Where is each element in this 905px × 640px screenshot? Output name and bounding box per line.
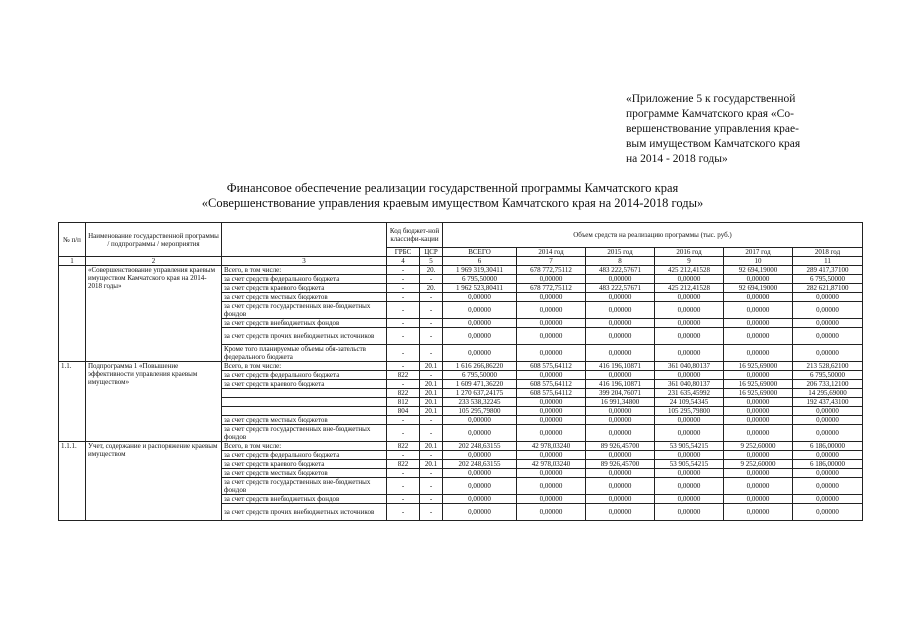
grbs-code: - xyxy=(387,380,420,389)
amount-cell: 0,00000 xyxy=(586,319,655,328)
amount-cell: 0,00000 xyxy=(793,293,863,302)
amount-cell: 0,00000 xyxy=(443,425,517,442)
csr-code: 20.1 xyxy=(420,380,443,389)
amount-cell: 6 795,50000 xyxy=(443,275,517,284)
grbs-code: 812 xyxy=(387,398,420,407)
funding-source: за счет средств местных бюджетов xyxy=(222,416,387,425)
grbs-code: - xyxy=(387,425,420,442)
amount-cell: 608 575,64112 xyxy=(517,389,586,398)
column-number-row xyxy=(59,257,863,266)
appendix-line: вым имуществом Камчатского края xyxy=(626,138,801,150)
amount-cell: 1 962 523,80411 xyxy=(443,284,517,293)
amount-cell: 9 252,60000 xyxy=(724,460,793,469)
amount-cell: 361 040,80137 xyxy=(655,362,724,371)
amount-cell: 0,00000 xyxy=(793,345,863,362)
col-number: 10 xyxy=(724,257,793,266)
amount-cell: 0,00000 xyxy=(793,478,863,495)
amount-cell: 0,00000 xyxy=(655,293,724,302)
amount-cell: 678 772,75112 xyxy=(517,284,586,293)
amount-cell: 0,00000 xyxy=(724,425,793,442)
amount-cell: 6 795,50000 xyxy=(793,275,863,284)
col-header-code: Код бюджет-ной классифи-кации xyxy=(387,223,443,248)
amount-cell: 9 252,60000 xyxy=(724,442,793,451)
appendix-line: «Приложение 5 к государственной xyxy=(626,93,796,105)
csr-code: - xyxy=(420,371,443,380)
item-number: 1.1. xyxy=(59,362,86,442)
amount-cell: 202 248,63155 xyxy=(443,442,517,451)
amount-cell: 0,00000 xyxy=(586,371,655,380)
amount-cell: 53 905,54215 xyxy=(655,442,724,451)
amount-cell: 1 616 266,86220 xyxy=(443,362,517,371)
csr-code: 20. xyxy=(420,266,443,275)
amount-cell: 105 295,79800 xyxy=(443,407,517,416)
amount-cell: 1 609 471,36220 xyxy=(443,380,517,389)
funding-source: за счет средств местных бюджетов xyxy=(222,293,387,302)
funding-source xyxy=(222,407,387,416)
table-body xyxy=(59,266,863,521)
csr-code: - xyxy=(420,328,443,345)
amount-cell: 0,00000 xyxy=(517,275,586,284)
amount-cell: 0,00000 xyxy=(724,275,793,284)
col-number: 7 xyxy=(517,257,586,266)
col-header-volume: Объем средств на реализацию программы (тыс. руб.) xyxy=(443,223,863,248)
amount-cell: 0,00000 xyxy=(793,504,863,521)
col-number: 2 xyxy=(86,257,222,266)
amount-cell: 0,00000 xyxy=(724,469,793,478)
amount-cell: 0,00000 xyxy=(655,416,724,425)
amount-cell: 0,00000 xyxy=(793,328,863,345)
col-number: 1 xyxy=(59,257,86,266)
amount-cell: 0,00000 xyxy=(586,469,655,478)
table-row xyxy=(59,442,863,451)
csr-code: 20.1 xyxy=(420,460,443,469)
amount-cell: 0,00000 xyxy=(443,469,517,478)
amount-cell: 0,00000 xyxy=(724,328,793,345)
amount-cell: 16 925,69000 xyxy=(724,362,793,371)
table-row xyxy=(59,362,863,371)
csr-code: - xyxy=(420,425,443,442)
amount-cell: 0,00000 xyxy=(655,319,724,328)
appendix-line: вершенствование управления крае- xyxy=(626,123,799,135)
title-line: «Совершенствование управления краевым имуществом Камчатского края на 2014-2018 годы» xyxy=(201,196,704,210)
amount-cell: 0,00000 xyxy=(655,345,724,362)
amount-cell: 0,00000 xyxy=(517,302,586,319)
amount-cell: 1 270 637,24175 xyxy=(443,389,517,398)
amount-cell: 0,00000 xyxy=(724,319,793,328)
amount-cell: 0,00000 xyxy=(655,504,724,521)
amount-cell: 0,00000 xyxy=(655,302,724,319)
table-row xyxy=(59,266,863,275)
amount-cell: 0,00000 xyxy=(517,495,586,504)
amount-cell: 89 926,45700 xyxy=(586,460,655,469)
col-number: 4 xyxy=(387,257,420,266)
csr-code: - xyxy=(420,478,443,495)
amount-cell: 608 575,64112 xyxy=(517,380,586,389)
amount-cell: 0,00000 xyxy=(586,504,655,521)
amount-cell: 0,00000 xyxy=(517,425,586,442)
title-line: Финансовое обеспечение реализации государственной программы Камчатского края xyxy=(226,181,679,195)
grbs-code: - xyxy=(387,345,420,362)
amount-cell: 0,00000 xyxy=(586,302,655,319)
amount-cell: 0,00000 xyxy=(793,302,863,319)
item-name: Подпрограмма 1 «Повышение эффективности управления краевым имуществом» xyxy=(86,362,222,442)
appendix-line: программе Камчатского края «Со- xyxy=(626,108,794,120)
amount-cell: 0,00000 xyxy=(793,469,863,478)
grbs-code: - xyxy=(387,478,420,495)
amount-cell: 483 222,57671 xyxy=(586,266,655,275)
amount-cell: 0,00000 xyxy=(586,416,655,425)
amount-cell: 0,00000 xyxy=(517,451,586,460)
amount-cell: 0,00000 xyxy=(724,302,793,319)
csr-code: - xyxy=(420,293,443,302)
col-number: 6 xyxy=(443,257,517,266)
funding-source: за счет средств государственных вне-бюджетных фондов xyxy=(222,302,387,319)
col-header-year: 2016 год xyxy=(655,248,724,257)
csr-code: - xyxy=(420,495,443,504)
grbs-code: - xyxy=(387,293,420,302)
amount-cell: 0,00000 xyxy=(586,495,655,504)
grbs-code: - xyxy=(387,328,420,345)
amount-cell: 6 795,50000 xyxy=(793,371,863,380)
amount-cell: 0,00000 xyxy=(655,495,724,504)
amount-cell: 16 925,69000 xyxy=(724,389,793,398)
amount-cell: 16 991,34800 xyxy=(586,398,655,407)
amount-cell: 0,00000 xyxy=(586,328,655,345)
funding-source: за счет средств федерального бюджета xyxy=(222,371,387,380)
csr-code: - xyxy=(420,416,443,425)
amount-cell: 14 295,69000 xyxy=(793,389,863,398)
amount-cell: 0,00000 xyxy=(517,478,586,495)
amount-cell: 289 417,37100 xyxy=(793,266,863,275)
grbs-code: - xyxy=(387,275,420,284)
csr-code: - xyxy=(420,302,443,319)
funding-source xyxy=(222,398,387,407)
amount-cell: 92 694,19000 xyxy=(724,266,793,275)
funding-source: Всего, в том числе: xyxy=(222,362,387,371)
funding-source xyxy=(222,389,387,398)
grbs-code: - xyxy=(387,504,420,521)
amount-cell: 0,00000 xyxy=(443,451,517,460)
amount-cell: 0,00000 xyxy=(724,293,793,302)
amount-cell: 213 528,62100 xyxy=(793,362,863,371)
item-number xyxy=(59,266,86,362)
amount-cell: 483 222,57671 xyxy=(586,284,655,293)
amount-cell: 0,00000 xyxy=(517,328,586,345)
grbs-code: - xyxy=(387,451,420,460)
amount-cell: 0,00000 xyxy=(586,293,655,302)
col-header-name: Наименование государственной программы / подпрограммы / мероприятия xyxy=(86,223,222,257)
finance-table xyxy=(58,222,863,521)
grbs-code: - xyxy=(387,302,420,319)
csr-code: - xyxy=(420,345,443,362)
col-number: 8 xyxy=(586,257,655,266)
col-header-year: 2014 год xyxy=(517,248,586,257)
amount-cell: 0,00000 xyxy=(443,293,517,302)
csr-code: - xyxy=(420,469,443,478)
item-name: Учет, содержание и распоряжение краевым имуществом xyxy=(86,442,222,521)
amount-cell: 0,00000 xyxy=(724,345,793,362)
amount-cell: 0,00000 xyxy=(724,416,793,425)
amount-cell: 0,00000 xyxy=(517,345,586,362)
funding-source: за счет средств прочих внебюджетных источников xyxy=(222,328,387,345)
csr-code: - xyxy=(420,451,443,460)
amount-cell: 416 196,10871 xyxy=(586,380,655,389)
col-header-csr: ЦСР xyxy=(420,248,443,257)
grbs-code: 822 xyxy=(387,442,420,451)
amount-cell: 0,00000 xyxy=(517,504,586,521)
amount-cell: 0,00000 xyxy=(443,416,517,425)
grbs-code: - xyxy=(387,495,420,504)
amount-cell: 0,00000 xyxy=(443,302,517,319)
csr-code: 20. xyxy=(420,284,443,293)
funding-source: за счет средств внебюджетных фондов xyxy=(222,319,387,328)
amount-cell: 0,00000 xyxy=(724,504,793,521)
amount-cell: 53 905,54215 xyxy=(655,460,724,469)
grbs-code: 804 xyxy=(387,407,420,416)
amount-cell: 192 437,43100 xyxy=(793,398,863,407)
amount-cell: 231 635,45992 xyxy=(655,389,724,398)
amount-cell: 1 969 319,30411 xyxy=(443,266,517,275)
amount-cell: 0,00000 xyxy=(517,398,586,407)
amount-cell: 6 186,00000 xyxy=(793,442,863,451)
col-header-total: ВСЕГО xyxy=(443,248,517,257)
funding-source: Всего, в том числе: xyxy=(222,442,387,451)
funding-source: за счет средств краевого бюджета xyxy=(222,284,387,293)
amount-cell: 0,00000 xyxy=(655,451,724,460)
amount-cell: 425 212,41528 xyxy=(655,266,724,275)
amount-cell: 0,00000 xyxy=(586,275,655,284)
funding-source: за счет средств краевого бюджета xyxy=(222,460,387,469)
funding-source: за счет средств прочих внебюджетных источников xyxy=(222,504,387,521)
amount-cell: 0,00000 xyxy=(586,345,655,362)
amount-cell: 0,00000 xyxy=(586,478,655,495)
amount-cell: 0,00000 xyxy=(443,345,517,362)
amount-cell: 0,00000 xyxy=(655,478,724,495)
amount-cell: 0,00000 xyxy=(793,451,863,460)
amount-cell: 6 795,50000 xyxy=(443,371,517,380)
csr-code: 20.1 xyxy=(420,389,443,398)
funding-source: Всего, в том числе: xyxy=(222,266,387,275)
amount-cell: 0,00000 xyxy=(517,469,586,478)
amount-cell: 206 733,12100 xyxy=(793,380,863,389)
grbs-code: 822 xyxy=(387,389,420,398)
funding-source: за счет средств федерального бюджета xyxy=(222,451,387,460)
grbs-code: - xyxy=(387,319,420,328)
amount-cell: 42 978,03240 xyxy=(517,460,586,469)
document-title xyxy=(0,181,905,211)
amount-cell: 416 196,10871 xyxy=(586,362,655,371)
grbs-code: - xyxy=(387,266,420,275)
col-header-num: № п/п xyxy=(59,223,86,257)
col-header-year: 2018 год xyxy=(793,248,863,257)
amount-cell: 0,00000 xyxy=(517,416,586,425)
amount-cell: 24 109,54345 xyxy=(655,398,724,407)
amount-cell: 16 925,69000 xyxy=(724,380,793,389)
amount-cell: 0,00000 xyxy=(793,407,863,416)
grbs-code: - xyxy=(387,469,420,478)
amount-cell: 0,00000 xyxy=(724,451,793,460)
amount-cell: 361 040,80137 xyxy=(655,380,724,389)
grbs-code: 822 xyxy=(387,371,420,380)
amount-cell: 0,00000 xyxy=(443,504,517,521)
amount-cell: 0,00000 xyxy=(517,293,586,302)
col-header-grbs: ГРБС xyxy=(387,248,420,257)
amount-cell: 0,00000 xyxy=(443,495,517,504)
csr-code: - xyxy=(420,275,443,284)
amount-cell: 0,00000 xyxy=(793,495,863,504)
grbs-code: - xyxy=(387,284,420,293)
amount-cell: 0,00000 xyxy=(443,328,517,345)
amount-cell: 233 538,32245 xyxy=(443,398,517,407)
csr-code: 20.1 xyxy=(420,362,443,371)
amount-cell: 0,00000 xyxy=(655,328,724,345)
amount-cell: 0,00000 xyxy=(793,416,863,425)
csr-code: - xyxy=(420,319,443,328)
amount-cell: 0,00000 xyxy=(517,371,586,380)
funding-source: за счет средств государственных вне-бюджетных фондов xyxy=(222,425,387,442)
amount-cell: 0,00000 xyxy=(586,425,655,442)
amount-cell: 0,00000 xyxy=(724,371,793,380)
amount-cell: 0,00000 xyxy=(793,319,863,328)
amount-cell: 608 575,64112 xyxy=(517,362,586,371)
amount-cell: 0,00000 xyxy=(793,425,863,442)
amount-cell: 0,00000 xyxy=(517,319,586,328)
csr-code: 20.1 xyxy=(420,398,443,407)
grbs-code: - xyxy=(387,416,420,425)
amount-cell: 0,00000 xyxy=(655,469,724,478)
amount-cell: 0,00000 xyxy=(655,371,724,380)
col-number: 5 xyxy=(420,257,443,266)
amount-cell: 0,00000 xyxy=(724,398,793,407)
amount-cell: 399 204,76071 xyxy=(586,389,655,398)
amount-cell: 0,00000 xyxy=(443,319,517,328)
amount-cell: 0,00000 xyxy=(655,425,724,442)
grbs-code: - xyxy=(387,362,420,371)
amount-cell: 0,00000 xyxy=(443,478,517,495)
amount-cell: 105 295,79800 xyxy=(655,407,724,416)
funding-source: за счет средств внебюджетных фондов xyxy=(222,495,387,504)
item-name: «Совершенствование управления краевым имуществом Камчатского края на 2014-2018 годы» xyxy=(86,266,222,362)
item-number: 1.1.1. xyxy=(59,442,86,521)
funding-source: за счет средств федерального бюджета xyxy=(222,275,387,284)
amount-cell: 0,00000 xyxy=(655,275,724,284)
amount-cell: 0,00000 xyxy=(586,407,655,416)
amount-cell: 282 621,87100 xyxy=(793,284,863,293)
csr-code: 20.1 xyxy=(420,442,443,451)
col-number: 3 xyxy=(222,257,387,266)
amount-cell: 0,00000 xyxy=(724,478,793,495)
funding-source: Кроме того планируемые объемы обя-зательств федерального бюджета xyxy=(222,345,387,362)
amount-cell: 0,00000 xyxy=(724,495,793,504)
funding-source: за счет средств краевого бюджета xyxy=(222,380,387,389)
amount-cell: 0,00000 xyxy=(586,451,655,460)
funding-source: за счет средств государственных вне-бюджетных фондов xyxy=(222,478,387,495)
amount-cell: 425 212,41528 xyxy=(655,284,724,293)
col-number: 11 xyxy=(793,257,863,266)
amount-cell: 202 248,63155 xyxy=(443,460,517,469)
amount-cell: 92 694,19000 xyxy=(724,284,793,293)
funding-source: за счет средств местных бюджетов xyxy=(222,469,387,478)
amount-cell: 0,00000 xyxy=(517,407,586,416)
amount-cell: 678 772,75112 xyxy=(517,266,586,275)
appendix-line: на 2014 - 2018 годы» xyxy=(626,153,728,165)
amount-cell: 0,00000 xyxy=(724,407,793,416)
amount-cell: 89 926,45700 xyxy=(586,442,655,451)
amount-cell: 42 978,03240 xyxy=(517,442,586,451)
col-number: 9 xyxy=(655,257,724,266)
col-header-year: 2017 год xyxy=(724,248,793,257)
col-header-year: 2015 год xyxy=(586,248,655,257)
col-header-blank xyxy=(222,223,387,257)
grbs-code: 822 xyxy=(387,460,420,469)
csr-code: - xyxy=(420,504,443,521)
amount-cell: 6 186,00000 xyxy=(793,460,863,469)
csr-code: 20.1 xyxy=(420,407,443,416)
appendix-note xyxy=(626,92,836,167)
